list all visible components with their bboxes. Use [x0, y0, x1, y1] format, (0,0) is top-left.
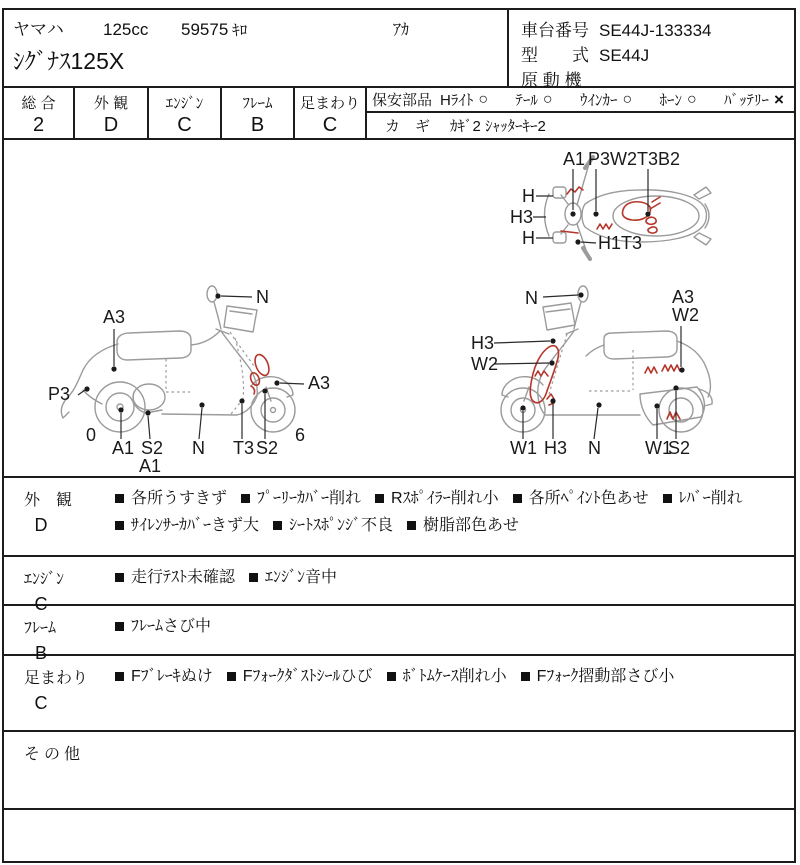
auction-sheet [2, 8, 796, 863]
safety-part-battery [724, 89, 784, 110]
grade-cell-undercarriage [295, 88, 367, 138]
left-side-leader-lines [494, 292, 685, 439]
defect-item [398, 517, 519, 534]
safety-part-tail [515, 89, 552, 110]
damage-code-label: W2 [672, 305, 699, 325]
bullet-square-icon [375, 494, 384, 503]
type-field [521, 41, 794, 66]
key-row [367, 113, 794, 138]
tread-depth-label: 0 [86, 425, 97, 445]
safety-parts-label: 保安部品 [372, 92, 433, 109]
section-label-col [4, 606, 106, 663]
safety-part-winker [580, 89, 632, 110]
damage-code-label: W2 [471, 354, 498, 374]
damage-code-label: H3 [544, 438, 568, 458]
defect-text: 各所ﾍﾟｲﾝﾄ色あせ [528, 490, 649, 507]
section-grade: B [34, 643, 47, 663]
section-grade: C [34, 594, 48, 614]
type-label: 型 式 [521, 46, 589, 65]
defect-list [106, 656, 794, 730]
defect-text: 走行ﾃｽﾄ未確認 [131, 569, 236, 586]
defect-text: 各所うすきず [131, 490, 228, 507]
section-label-col [4, 732, 106, 808]
defect-item [654, 490, 743, 507]
grade-value: C [177, 114, 192, 136]
damage-code-label: A1 [112, 438, 135, 458]
damage-code-label: H [522, 186, 535, 206]
section-label: 足まわり [24, 670, 89, 687]
defect-item [264, 517, 393, 534]
defect-item [366, 490, 499, 507]
scooter-left-side-view [471, 286, 712, 458]
key-value: ｶｷﾞ2 ｼｬｯﾀｰｷｰ2 [450, 118, 546, 135]
defect-item [512, 668, 675, 685]
chassis-label: 車台番号 [521, 21, 589, 40]
defect-text: Fﾌﾞﾚｰｷぬけ [131, 668, 213, 685]
bullet-square-icon [249, 573, 258, 582]
defect-item [106, 490, 227, 507]
notes-empty-box [2, 810, 796, 863]
safety-parts-items [440, 89, 784, 110]
bullet-square-icon [273, 521, 282, 530]
section-grade: C [34, 693, 48, 713]
grade-label: ｴﾝｼﾞﾝ [165, 95, 204, 112]
grade-label: ﾌﾚｰﾑ [242, 95, 273, 112]
defect-item [106, 517, 259, 534]
bullet-square-icon [115, 622, 124, 631]
damage-code-label: S2 [256, 438, 279, 458]
defect-list [106, 557, 794, 604]
damage-code-label: H1T3 [598, 233, 643, 253]
defect-text: ｼｰﾄｽﾎﾟﾝｼﾞ不良 [289, 517, 394, 534]
damage-code-label: S2 [668, 438, 691, 458]
chassis-number: SE44J-133334 [599, 21, 712, 40]
part-name: ﾃｰﾙ [515, 92, 538, 109]
bullet-square-icon [241, 494, 250, 503]
defect-item [218, 668, 373, 685]
section-other [2, 732, 796, 810]
defect-item [106, 618, 211, 635]
defect-list [106, 732, 794, 808]
section-engine [2, 557, 796, 614]
damage-code-label: W1 [645, 438, 672, 458]
chassis-field [521, 16, 794, 41]
bullet-square-icon [115, 494, 124, 503]
status-cross: × [774, 90, 784, 109]
section-label: その他 [24, 746, 85, 763]
grade-cell-overall [4, 88, 75, 138]
defect-text: ﾚﾊﾞｰ削れ [678, 490, 743, 507]
bullet-square-icon [115, 672, 124, 681]
damage-code-label: A1 [139, 456, 162, 474]
mileage-value: 59575 [181, 20, 229, 39]
displacement: 125cc [103, 20, 149, 39]
damage-code-label: N [525, 288, 538, 308]
type-value: SE44J [599, 46, 650, 65]
damage-code-label: P3 [48, 384, 71, 404]
section-label: ﾌﾚｰﾑ [24, 620, 57, 637]
scooter-top-view [510, 149, 711, 259]
damage-code-label: A1 [563, 149, 586, 169]
grade-cell-frame [222, 88, 295, 138]
damage-code-label: H3 [510, 207, 534, 227]
defect-text: 樹脂部色あせ [423, 517, 520, 534]
defect-list [106, 606, 794, 654]
mileage [181, 19, 311, 40]
defect-item [378, 668, 507, 685]
grade-value: B [250, 114, 265, 136]
status-circle: ○ [478, 90, 489, 108]
status-circle: ○ [622, 90, 633, 108]
defect-item [106, 569, 235, 586]
part-name: ﾎｰﾝ [659, 92, 682, 109]
tread-depth-label: 6 [295, 425, 306, 445]
defect-text: Fﾌｫｰｸ摺動部さび小 [536, 668, 675, 685]
key-label: カ ギ [385, 118, 431, 135]
defect-text: Rｽﾎﾟｲﾗｰ削れ小 [391, 490, 499, 507]
grade-table [2, 88, 796, 140]
maker-name: ヤマハ [13, 20, 64, 39]
grade-value: D [103, 114, 119, 136]
grade-label: 足まわり [299, 95, 360, 112]
vehicle-header-left [4, 10, 507, 86]
bullet-square-icon [115, 573, 124, 582]
defect-item [504, 490, 649, 507]
section-frame [2, 606, 796, 663]
engine-label: 原 動 機 [521, 71, 582, 90]
damage-code-label: H [522, 228, 535, 248]
defect-text: ｴﾝｼﾞﾝ音中 [265, 569, 338, 586]
defect-text: Fﾌｫｰｸﾀﾞｽﾄｼｰﾙひび [242, 668, 373, 685]
bullet-square-icon [407, 521, 416, 530]
grade-label: 外 観 [93, 95, 129, 112]
safety-part-horn [659, 89, 696, 110]
bullet-square-icon [227, 672, 236, 681]
safety-parts-area [367, 88, 794, 138]
damage-diagram [4, 140, 794, 474]
defect-list [106, 478, 794, 555]
defect-text: ﾌﾚｰﾑさび中 [131, 618, 212, 635]
status-circle: ○ [687, 90, 697, 108]
defect-text: ｻｲﾚﾝｻｰｶﾊﾞｰきず大 [131, 517, 260, 534]
damage-code-label: N [256, 287, 269, 307]
damage-diagram-box [2, 140, 796, 478]
body-color: ｱｶ [393, 22, 410, 39]
defect-item [232, 490, 361, 507]
section-label: ｴﾝｼﾞﾝ [24, 571, 65, 588]
damage-marks-right-side [249, 353, 272, 394]
section-grade: D [34, 515, 48, 535]
grade-cell-exterior [75, 88, 149, 138]
section-label-col [4, 656, 106, 730]
vehicle-header-right [507, 10, 794, 90]
damage-code-label: A3 [103, 307, 126, 327]
vehicle-header [2, 8, 796, 88]
bullet-square-icon [115, 521, 124, 530]
damage-code-label: A3 [308, 373, 331, 393]
damage-marks-top-view [561, 187, 660, 233]
damage-code-label: N [192, 438, 205, 458]
damage-code-label: W1 [510, 438, 537, 458]
bullet-square-icon [513, 494, 522, 503]
damage-code-label: T3B2 [637, 149, 681, 169]
section-label-col [4, 557, 106, 614]
vehicle-summary-row [13, 15, 507, 40]
part-name: ｳｲﾝｶｰ [579, 92, 618, 109]
damage-code-label: A3 [672, 287, 695, 307]
damage-code-label: P3W2 [588, 149, 638, 169]
scooter-right-side-outline [61, 286, 295, 432]
mileage-unit: ｷﾛ [232, 22, 248, 39]
status-circle: ○ [542, 90, 553, 108]
grade-value: 2 [32, 114, 45, 136]
section-exterior [2, 478, 796, 557]
scooter-right-side-view [48, 286, 330, 474]
damage-code-label: N [588, 438, 601, 458]
grade-label: 総 合 [21, 95, 56, 112]
section-label-col [4, 478, 106, 555]
damage-code-label: H3 [471, 333, 495, 353]
defect-item [240, 569, 337, 586]
grade-cell-engine [149, 88, 222, 138]
damage-code-label: T3 [233, 438, 255, 458]
defect-text: ﾌﾟｰﾘｰｶﾊﾞｰ削れ [257, 490, 362, 507]
defect-item [106, 668, 213, 685]
model-name: ｼｸﾞﾅｽ125X [13, 48, 125, 74]
grade-value: C [322, 114, 338, 136]
bullet-square-icon [387, 672, 396, 681]
part-name: Hﾗｲﾄ [440, 92, 474, 109]
bullet-square-icon [521, 672, 530, 681]
bullet-square-icon [663, 494, 672, 503]
section-label: 外 観 [24, 492, 73, 509]
part-name: ﾊﾞｯﾃﾘｰ [724, 92, 770, 109]
section-undercarriage [2, 656, 796, 732]
safety-parts-row [367, 88, 794, 113]
damage-code-label: S2 [141, 438, 164, 458]
safety-part-headlight [440, 89, 488, 110]
defect-text: ﾎﾞﾄﾑｹｰｽ削れ小 [402, 668, 507, 685]
